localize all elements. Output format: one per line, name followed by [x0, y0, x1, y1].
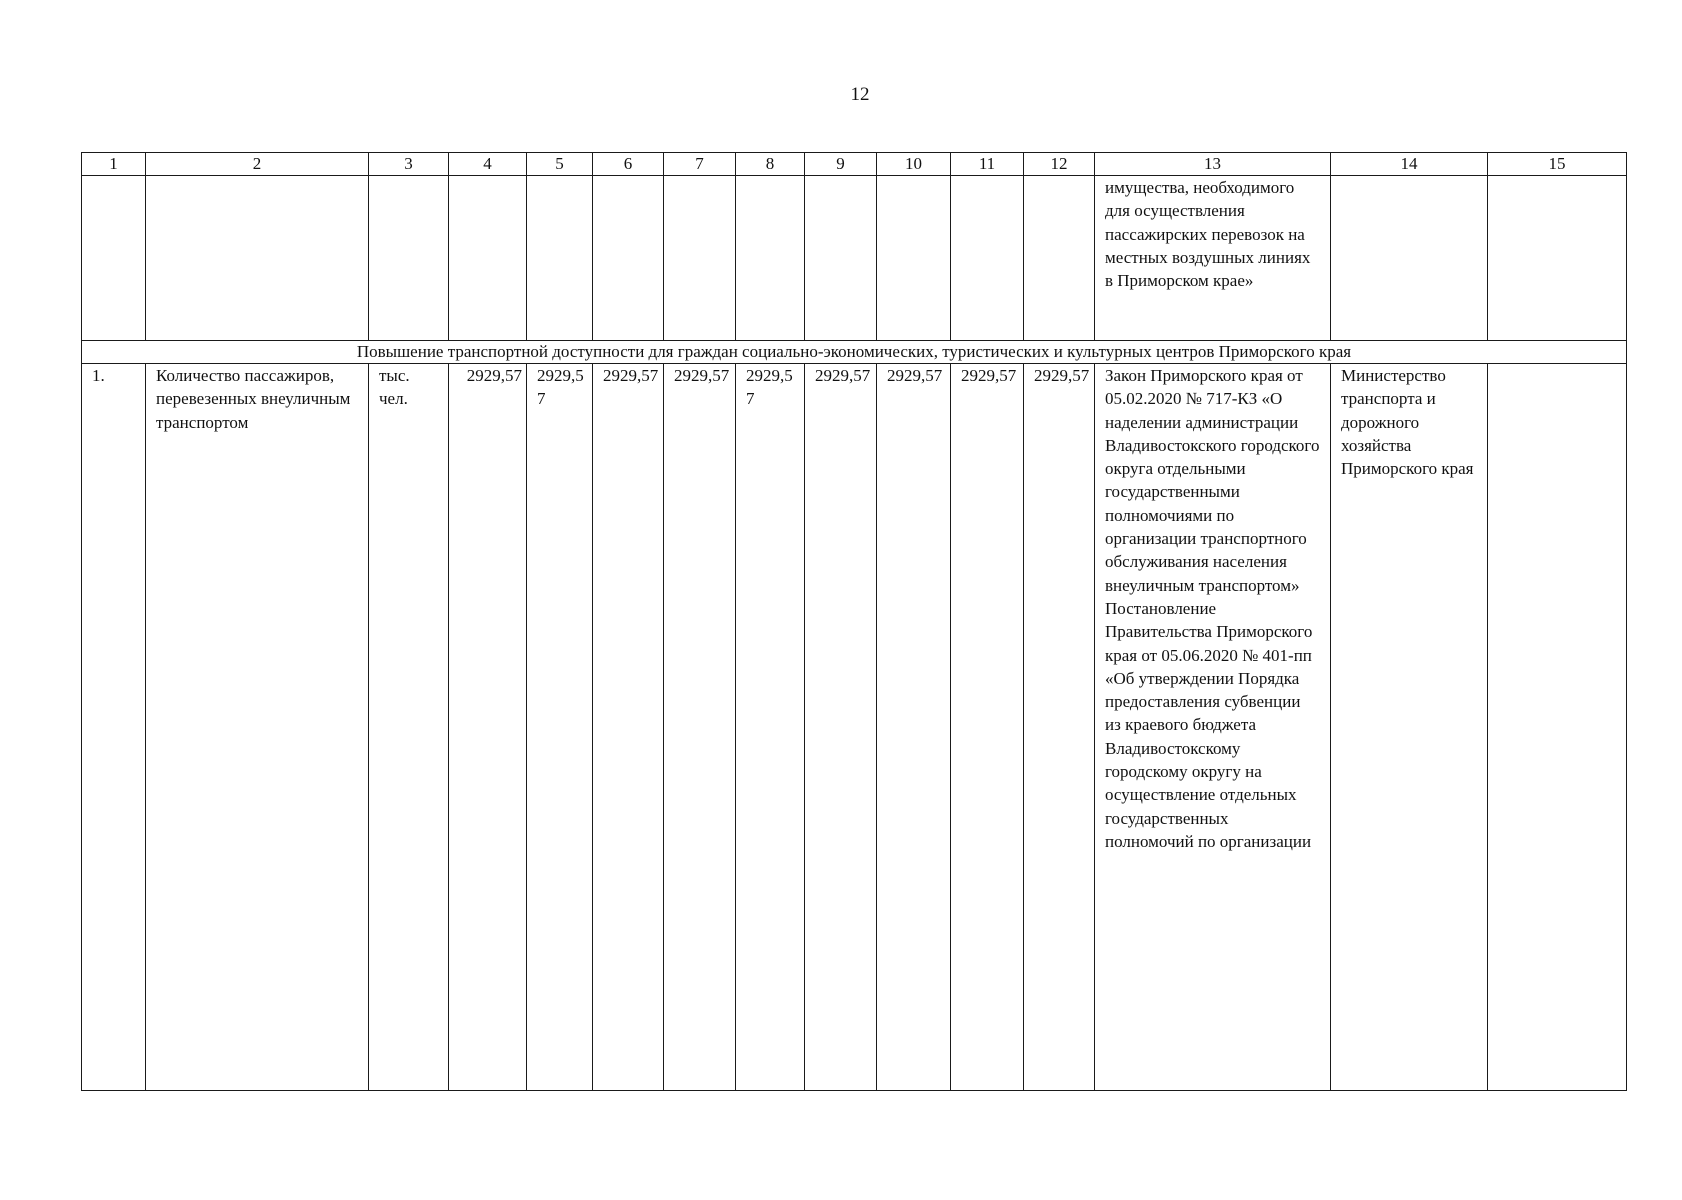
data-table [81, 152, 1627, 1091]
indicator-name: Количество пассажиров, перевезенных внеуличным транспортом [146, 364, 369, 1091]
value-cell: 2929,57 [805, 364, 877, 1091]
legal-basis-continuation: имущества, необходимого для осуществления пассажирских перевозок на местных воздушных линиях в Приморском крае» [1095, 176, 1331, 341]
header-cell: 10 [877, 153, 951, 176]
header-cell: 6 [593, 153, 664, 176]
header-cell: 9 [805, 153, 877, 176]
section-title: Повышение транспортной доступности для граждан социально-экономических, туристических и культурных центров Приморского края [82, 341, 1627, 364]
table-cell [1488, 364, 1627, 1091]
value-cell: 2929,57 [736, 364, 805, 1091]
table-cell [736, 176, 805, 341]
header-cell: 4 [449, 153, 527, 176]
header-cell: 14 [1331, 153, 1488, 176]
header-cell: 15 [1488, 153, 1627, 176]
table-cell [1488, 176, 1627, 341]
header-row [82, 153, 1627, 176]
header-cell: 8 [736, 153, 805, 176]
value-cell: 2929,57 [449, 364, 527, 1091]
value-cell: 2929,57 [527, 364, 593, 1091]
table-row [82, 364, 1627, 1091]
row-number: 1. [82, 364, 146, 1091]
table-cell [877, 176, 951, 341]
section-row [82, 341, 1627, 364]
responsible-executor: Министерство транспорта и дорожного хозяйства Приморского края [1331, 364, 1488, 1091]
header-cell: 2 [146, 153, 369, 176]
value-cell: 2929,57 [664, 364, 736, 1091]
page-number: 12 [850, 84, 870, 105]
header-cell: 5 [527, 153, 593, 176]
value-cell: 2929,57 [951, 364, 1024, 1091]
header-cell: 11 [951, 153, 1024, 176]
header-cell: 12 [1024, 153, 1095, 176]
unit-cell: тыс. чел. [369, 364, 449, 1091]
legal-basis-cell: Закон Приморского края от 05.02.2020 № 717-КЗ «О наделении администрации Владивостокского городского округа отдельными государственными полномочиями по организации транспортного обслуживания населения внеуличным транспортом» Постановление Правительства Приморского края от 05.06.2020 № 401-пп «Об утверждении Порядка предоставления субвенции из краевого бюджета Владивостокскому городскому округу на осуществление отдельных государственных полномочий по организации [1095, 364, 1331, 1091]
table-row-continuation [82, 176, 1627, 341]
header-cell: 7 [664, 153, 736, 176]
table-cell [449, 176, 527, 341]
table-cell [527, 176, 593, 341]
table-cell [664, 176, 736, 341]
header-cell: 1 [82, 153, 146, 176]
table-cell [82, 176, 146, 341]
table-cell [951, 176, 1024, 341]
header-cell: 3 [369, 153, 449, 176]
table-cell [805, 176, 877, 341]
header-cell: 13 [1095, 153, 1331, 176]
value-cell: 2929,57 [593, 364, 664, 1091]
table-cell [369, 176, 449, 341]
table-cell [1331, 176, 1488, 341]
table-cell [593, 176, 664, 341]
table-cell [1024, 176, 1095, 341]
value-cell: 2929,57 [1024, 364, 1095, 1091]
table-cell [146, 176, 369, 341]
value-cell: 2929,57 [877, 364, 951, 1091]
